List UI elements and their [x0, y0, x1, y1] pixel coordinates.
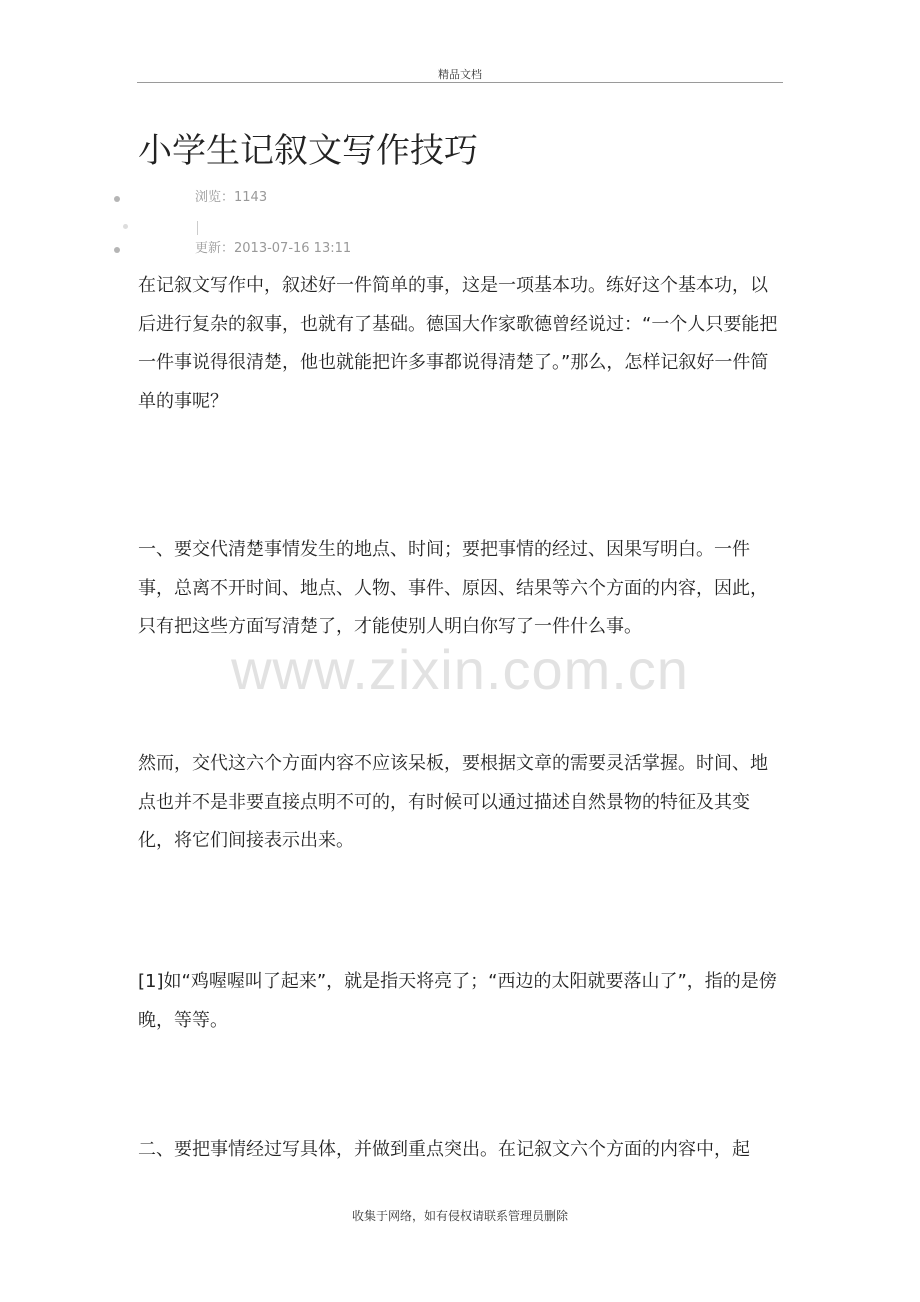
- updated-time: 更新：2013-07-16 13:11: [195, 241, 352, 256]
- meta-separator: [197, 221, 198, 235]
- article-paragraph: 二、要把事情经过写具体，并做到重点突出。在记叙文六个方面的内容中，起: [138, 1139, 750, 1160]
- article-title: 小学生记叙文写作技巧: [138, 131, 478, 171]
- article-paragraph: 然而，交代这六个方面内容不应该呆板，要根据文章的需要灵活掌握。时间、地点也并不是非要直接点明不可的，有时候可以通过描述自然景物的特征及其变化，将它们间接表示出来。: [138, 753, 768, 851]
- bullet-dot-icon: [114, 247, 120, 253]
- article-paragraph: 一、要交代清楚事情发生的地点、时间；要把事情的经过、因果写明白。一件事，总离不开时间、地点、人物、事件、原因、结果等六个方面的内容，因此，只有把这些方面写清楚了，才能使别人明白你写了一件什么事。: [138, 539, 768, 637]
- header-divider: [137, 82, 783, 83]
- bullet-dot-icon: [114, 196, 120, 202]
- article-paragraph: 在记叙文写作中，叙述好一件简单的事，这是一项基本功。练好这个基本功，以后进行复杂的叙事，也就有了基础。德国大作家歌德曾经说过：“一个人只要能把一件事说得很清楚，他也就能把许多事都说得清楚了。”那么，怎样记叙好一件简单的事呢？: [138, 275, 778, 412]
- watermark: www.zixin.com.cn: [231, 638, 689, 701]
- view-count: 浏览：1143: [195, 190, 268, 205]
- page-footer-label: 收集于网络，如有侵权请联系管理员删除: [351, 1209, 568, 1223]
- page-header-label: 精品文档: [438, 68, 482, 81]
- bullet-dot-icon: [123, 224, 128, 229]
- article-paragraph: [1]如“鸡喔喔叫了起来”，就是指天将亮了；“西边的太阳就要落山了”，指的是傍晚，等等。: [138, 971, 777, 1031]
